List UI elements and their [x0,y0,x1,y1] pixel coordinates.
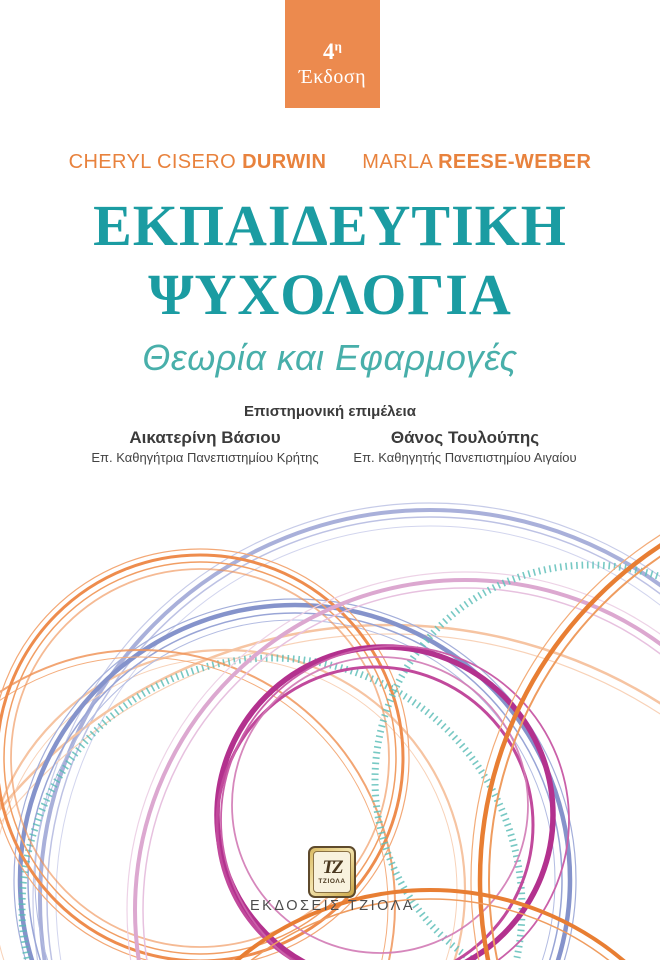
author-reese-weber: MARLA REESE-WEBER [362,151,592,173]
editing-heading: Επιστημονική επιμέλεια [244,403,416,420]
editor-name: Αικατερίνη Βάσιου [129,428,281,447]
edition-label: Έκδοση [298,65,367,88]
editor-affiliation: Επ. Καθηγητής Πανεπιστημίου Αιγαίου [353,450,577,465]
edition-number: $4^\eta$ [323,38,342,65]
book-title-line1: ΕΚΠΑΙΔΕΥΤΙΚΗ [93,193,567,258]
author-durwin: CHERYL CISERO DURWIN [68,151,327,173]
book-title-line2: ΨΥΧΟΛΟΓΙΑ [148,262,512,327]
editor-name: Θάνος Τουλούπης [390,428,540,447]
publisher-logo [308,846,356,898]
publisher-logo-plate [313,851,351,893]
editor-touloupis [330,428,600,465]
publisher-logo-monogram: TZ [322,857,342,878]
edition-badge [285,0,380,108]
book-title [0,191,660,329]
publisher-name: ΕΚΔΟΣΕΙΣ ΤΖΙΟΛΑ [249,898,415,914]
editor-vasiou [50,428,360,465]
editor-affiliation: Επ. Καθηγήτρια Πανεπιστημίου Κρήτης [91,450,319,465]
book-subtitle: Θεωρία και Εφαρμογές [142,337,518,378]
authors-line [0,151,660,174]
publisher-logo-caption: ΤΖΙΟΛΑ [318,878,346,885]
edition-superscript: η [334,38,342,54]
